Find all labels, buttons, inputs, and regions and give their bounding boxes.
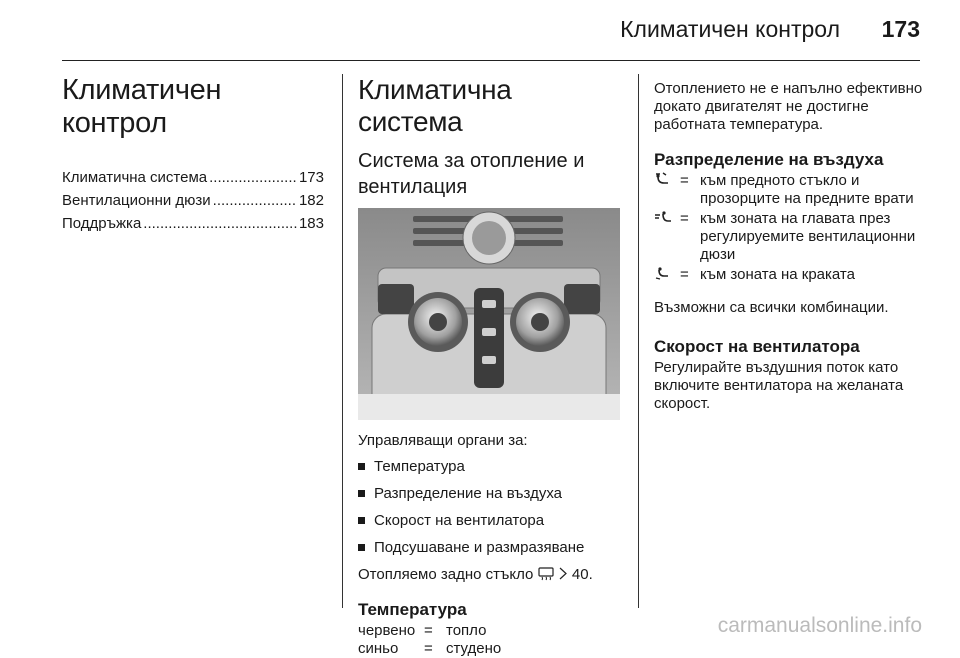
heating-note: Отоплението не е напълно ефективно докато двигателят не достигне работната температура. [654, 80, 923, 133]
toc-item-page: 173 [298, 169, 324, 186]
controls-intro: Управляващи органи за: [358, 432, 528, 449]
toc-item-page: 182 [298, 192, 324, 209]
list-item [654, 266, 924, 285]
toc-list [62, 166, 324, 235]
air-icon-cell [654, 172, 680, 208]
column-divider-1 [342, 74, 343, 608]
toc-column [62, 66, 324, 235]
climate-control-panel-image [358, 208, 620, 420]
combinations-note: Възможни са всички комбинации. [654, 299, 889, 316]
toc-leader-dots [209, 166, 297, 189]
toc-item[interactable] [62, 189, 324, 212]
equals-sign: = [424, 622, 433, 639]
temperature-table [358, 622, 620, 658]
air-definition: към предното стъкло и прозорците на предните врати [700, 172, 914, 207]
air-icon-cell [654, 210, 680, 264]
air-definition: към зоната на главата през регулируемите вентилационни дюзи [700, 210, 916, 263]
fan-speed-heading: Скорост на вентилатора [654, 337, 860, 356]
fan-speed-text: Регулирайте въздушния поток като включите вентилатора на желаната скорост. [654, 359, 904, 412]
column-divider-2 [638, 74, 639, 608]
toc-item[interactable] [62, 166, 324, 189]
temperature-definition: студено [446, 640, 502, 657]
heated-rear-window-icon [538, 567, 554, 581]
list-item: Разпределение на въздуха [358, 485, 620, 503]
subsection-title: Система за отопление и вентилация [358, 150, 585, 198]
controls-list [358, 458, 620, 557]
equals-sign: = [680, 266, 689, 283]
list-item [654, 210, 924, 264]
rear-window-page-ref[interactable]: 40. [571, 566, 593, 583]
toc-item-label: Климатична система [62, 169, 208, 186]
temperature-heading: Температура [358, 600, 467, 619]
temperature-term: червено [358, 622, 416, 639]
page-number: 173 [881, 16, 920, 42]
header-title: Климатичен контрол [620, 16, 840, 42]
temperature-definition: топло [446, 622, 487, 639]
list-item: Подсушаване и размразяване [358, 539, 620, 557]
list-item: Температура [358, 458, 620, 476]
table-row [358, 640, 620, 658]
air-icon-cell [654, 266, 680, 285]
toc-item-label: Поддръжка [62, 215, 142, 232]
toc-item[interactable] [62, 212, 324, 235]
equals-sign: = [424, 640, 433, 657]
toc-leader-dots [213, 189, 297, 212]
list-item: Скорост на вентилатора [358, 512, 620, 530]
watermark: carmanualsonline.info [717, 614, 922, 637]
temperature-term: синьо [358, 640, 399, 657]
head-vent-icon [654, 210, 672, 224]
foot-vent-icon [654, 266, 672, 280]
page-reference-arrow-icon [558, 567, 568, 580]
windscreen-vent-icon [654, 172, 672, 186]
equals-sign: = [680, 172, 689, 189]
top-rule [62, 60, 920, 61]
air-distribution-column [654, 80, 924, 413]
climate-system-column [358, 66, 620, 658]
toc-leader-dots [143, 212, 297, 235]
air-distribution-heading: Разпределение на въздуха [654, 150, 884, 169]
air-definition: към зоната на краката [700, 266, 855, 283]
list-item [654, 172, 924, 208]
chapter-title: Климатичен контрол [62, 74, 222, 139]
section-title: Климатична система [358, 74, 512, 137]
toc-item-page: 183 [298, 215, 324, 232]
toc-item-label: Вентилационни дюзи [62, 192, 211, 209]
table-row [358, 622, 620, 640]
rear-window-text: Отопляемо задно стъкло [358, 566, 534, 583]
equals-sign: = [680, 210, 689, 227]
rear-window-reference [358, 566, 620, 584]
air-distribution-list [654, 172, 924, 285]
